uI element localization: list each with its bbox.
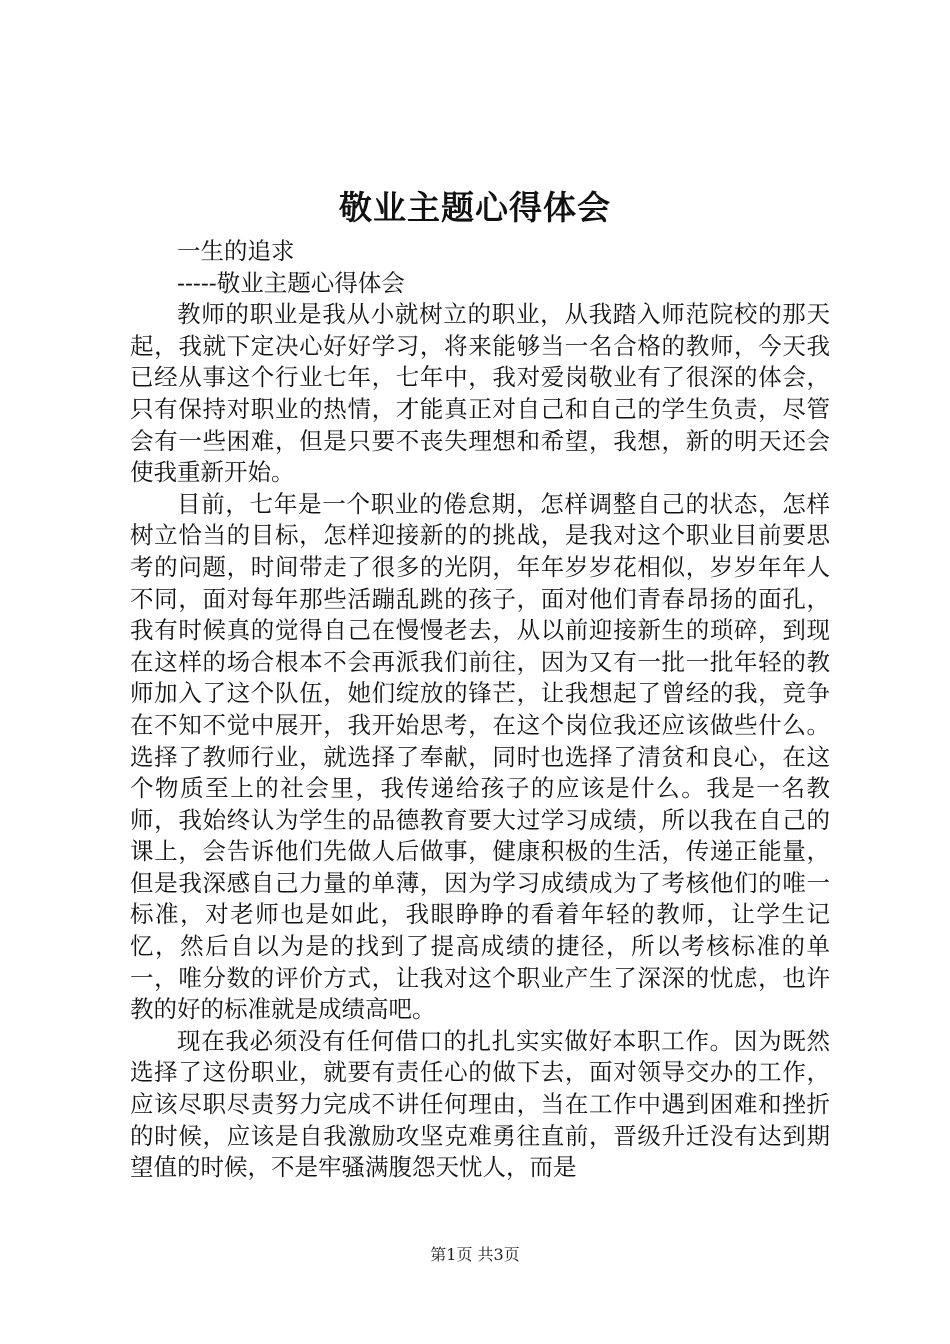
paragraph-3: 现在我必须没有任何借口的扎扎实实做好本职工作。因为既然选择了这份职业，就要有责任心的做下去，面对领导交办的工作，应该尽职尽责努力完成不讲任何理由，当在工作中遇到困难和挫折的时候，应该是自我激励攻坚克难勇往直前，晋级升迁没有达到期望值的时候，不是牢骚满腹怨天忧人，而是 bbox=[130, 1026, 830, 1182]
document-title: 敬业主题心得体会 bbox=[339, 188, 611, 227]
heading-line-2: -----敬业主题心得体会 bbox=[177, 268, 405, 297]
page-footer: 第1页 共3页 bbox=[430, 1245, 520, 1264]
paragraph-1: 教师的职业是我从小就树立的职业，从我踏入师范院校的那天起，我就下定决心好好学习，将来能够当一名合格的教师，今天我已经从事这个行业七年，七年中，我对爱岗敬业有了很深的体会，只有保持对职业的热情，才能真正对自己和自己的学生负责，尽管会有一些困难，但是只要不丧失理想和希望，我想，新的明天还会使我重新开始。 bbox=[130, 300, 830, 487]
heading-line-1: 一生的追求 bbox=[177, 237, 295, 265]
document-body bbox=[130, 236, 830, 1184]
paragraph-2: 目前，七年是一个职业的倦怠期，怎样调整自己的状态，怎样树立恰当的目标，怎样迎接新的的挑战，是我对这个职业目前要思考的问题，时间带走了很多的光阴，年年岁岁花相似，岁岁年年人不同，面对每年那些活蹦乱跳的孩子，面对他们青春昂扬的面孔，我有时候真的觉得自己在慢慢老去，从以前迎接新生的琐碎，到现在这样的场合根本不会再派我们前往，因为又有一批一批年轻的教师加入了这个队伍，她们绽放的锋芒，让我想起了曾经的我，竞争在不知不觉中展开，我开始思考，在这个岗位我还应该做些什么。选择了教师行业，就选择了奉献，同时也选择了清贫和良心，在这个物质至上的社会里，我传递给孩子的应该是什么。我是一名教师，我始终认为学生的品德教育要大过学习成绩，所以我在自己的课上，会告诉他们先做人后做事，健康积极的生活，传递正能量，但是我深感自己力量的单薄，因为学习成绩成为了考核他们的唯一标准，对老师也是如此，我眼睁睁的看着年轻的教师，让学生记忆，然后自以为是的找到了提高成绩的捷径，所以考核标准的单一，唯分数的评价方式，让我对这个职业产生了深深的忧虑，也许教的好的标准就是成绩高吧。 bbox=[130, 489, 830, 1024]
